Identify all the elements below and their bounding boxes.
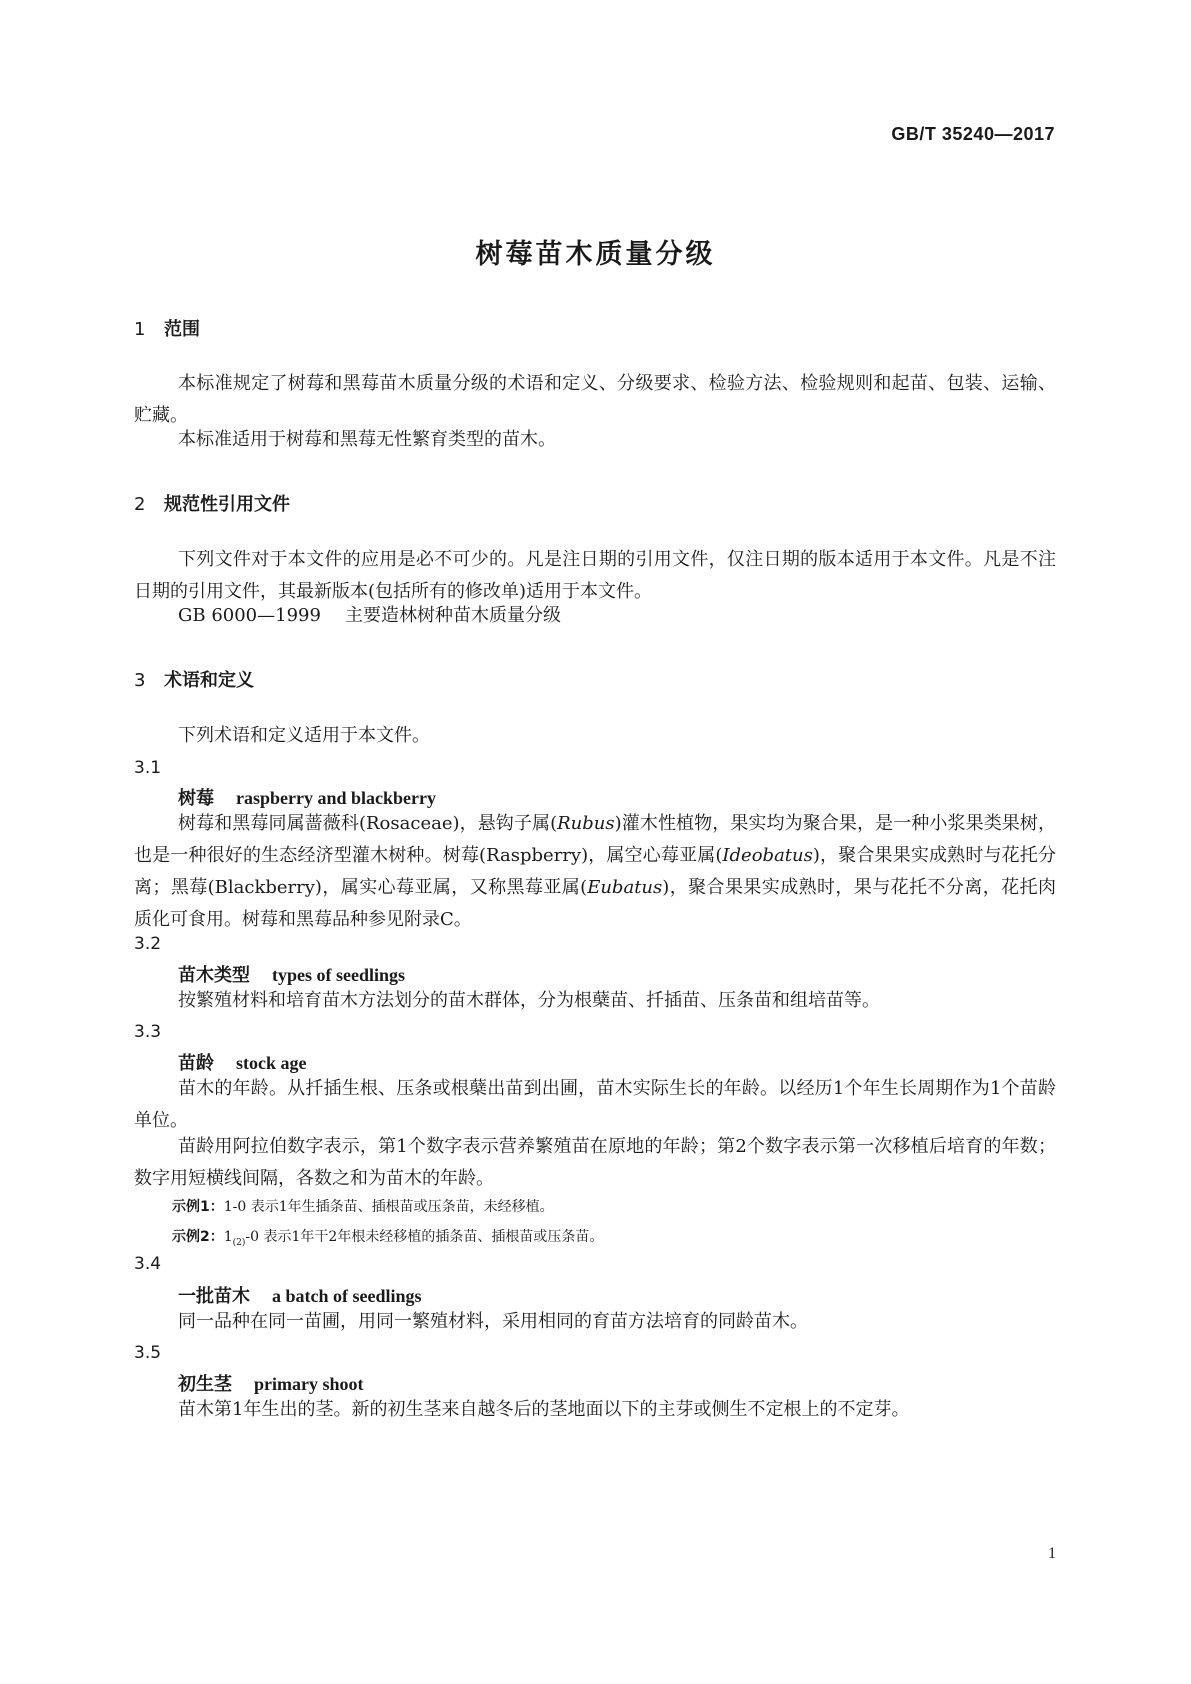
section-title: 范围 [164,319,200,340]
definition-3-3-part-2: 苗龄用阿拉伯数字表示，第1个数字表示营养繁殖苗在原地的年龄；第2个数字表示第一次移植后培育的年数；数字用短横线间隔，各数之和为苗木的年龄。 [134,1136,1056,1189]
term-chinese: 苗木类型 [178,965,250,986]
section-number: 3 [134,670,146,691]
section-title: 术语和定义 [164,670,254,691]
definition-3-4: 同一品种在同一苗圃，用同一繁殖材料，采用相同的育苗方法培育的同龄苗木。 [178,1311,808,1332]
example-label: 示例1： [172,1199,224,1215]
section-3-intro: 下列术语和定义适用于本文件。 [178,725,430,746]
section-number: 2 [134,494,146,515]
clause-3-5-number: 3.5 [134,1343,162,1363]
standard-number: GB/T 35240—2017 [891,124,1055,144]
term-english: a batch of seedlings [272,1286,422,1306]
term-3-4 [178,1282,422,1308]
clause-3-2-number: 3.2 [134,934,162,954]
term-3-3 [178,1049,307,1075]
example-label: 示例2： [172,1229,224,1245]
term-english: primary shoot [254,1374,364,1394]
term-chinese: 树莓 [178,788,214,809]
example-1 [172,1196,554,1216]
definition-3-3-part-1: 苗木的年龄。从扦插生根、压条或根蘖出苗到出圃，苗木实际生长的年龄。以经历1个年生长周期作为1个苗龄单位。 [134,1078,1056,1131]
section-2-heading [134,490,290,516]
section-1-heading [134,315,200,341]
term-english: stock age [236,1053,307,1073]
term-english: raspberry and blackberry [236,788,436,808]
clause-3-4-number: 3.4 [134,1254,162,1274]
term-chinese: 初生茎 [178,1374,232,1395]
section-3-heading [134,666,254,692]
page-number: 1 [1048,1545,1056,1562]
definition-3-1: 树莓和黑莓同属蔷薇科(Rosaceae)，悬钩子属(Rubus)灌木性植物，果实均为聚合果，是一种小浆果类果树，也是一种很好的生态经济型灌木树种。树莓(Raspberry)，属空心莓亚属(Ideobatus)，聚合果果实成熟时与花托分离；黑莓(Blackberry)，属实心莓亚属，又称黑莓亚属(Eubatus)，聚合果果实成熟时，果与花托不分离，花托肉质化可食用。树莓和黑莓品种参见附录C。 [134,813,1056,930]
section-title: 规范性引用文件 [164,494,290,515]
definition-3-2: 按繁殖材料和培育苗木方法划分的苗木群体，分为根蘖苗、扦插苗、压条苗和组培苗等。 [178,990,880,1011]
term-3-1 [178,784,436,810]
section-number: 1 [134,319,146,340]
section-1-paragraph-1: 本标准规定了树莓和黑莓苗木质量分级的术语和定义、分级要求、检验方法、检验规则和起苗、包装、运输、贮藏。 [134,373,1056,426]
reference-code: GB 6000—1999 [178,605,321,626]
section-1-paragraph-2: 本标准适用于树莓和黑莓无性繁育类型的苗木。 [178,429,556,450]
term-english: types of seedlings [272,965,406,985]
clause-3-3-number: 3.3 [134,1022,162,1042]
term-chinese: 一批苗木 [178,1286,250,1307]
example-2: 示例2：$1_{(2)}-0$ 表示1年干2年根未经移植的插条苗、插根苗或压条苗。 [172,1229,604,1248]
reference-title: 主要造林树种苗木质量分级 [344,605,561,626]
section-2-paragraph: 下列文件对于本文件的应用是必不可少的。凡是注日期的引用文件，仅注日期的版本适用于本文件。凡是不注日期的引用文件，其最新版本(包括所有的修改单)适用于本文件。 [134,549,1056,602]
term-chinese: 苗龄 [178,1053,214,1074]
example-text: 1-0 表示1年生插条苗、插根苗或压条苗，未经移植。 [223,1199,554,1215]
term-3-5 [178,1370,364,1396]
normative-reference [178,600,561,632]
clause-3-1-number: 3.1 [134,758,162,778]
term-3-2 [178,961,405,987]
definition-3-5: 苗木第1年生出的茎。新的初生茎来自越冬后的茎地面以下的主芽或侧生不定根上的不定芽。 [178,1399,910,1420]
document-title: 树莓苗木质量分级 [475,239,716,270]
